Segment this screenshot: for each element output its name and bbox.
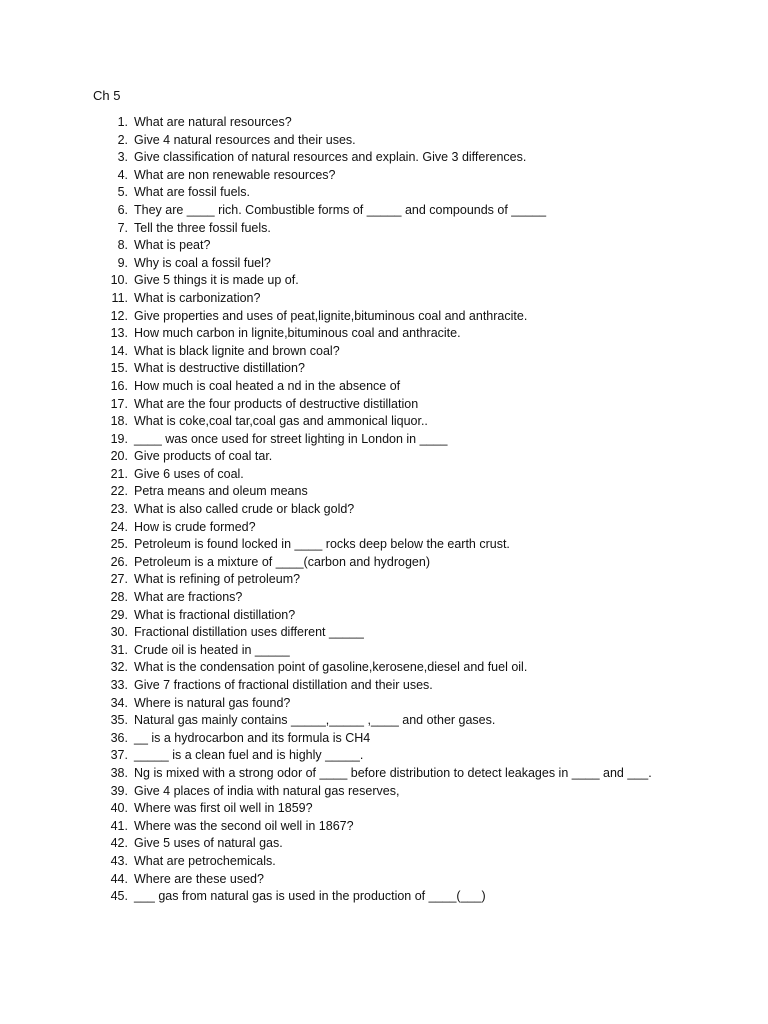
question-item: [0, 184, 768, 202]
question-number: 24.: [110, 519, 128, 534]
question-item: [0, 255, 768, 273]
question-number: 41.: [110, 818, 128, 833]
question-number: 33.: [110, 678, 128, 692]
question-number: 39.: [110, 783, 128, 798]
question-number: 20.: [110, 449, 128, 464]
question-text: Where is natural gas found?: [134, 695, 291, 710]
question-text: Tell the three fossil fuels.: [134, 220, 271, 235]
page-heading: Ch 5: [93, 88, 121, 103]
question-item: [0, 483, 768, 501]
question-text: Petroleum is found locked in ____ rocks deep below the earth crust.: [134, 537, 510, 552]
question-number: 26.: [110, 554, 128, 569]
question-number: 36.: [110, 730, 128, 745]
question-text: Give 6 uses of coal.: [134, 466, 244, 481]
question-number: 16.: [110, 378, 128, 393]
question-list: [0, 114, 768, 906]
question-number: 15.: [110, 361, 128, 376]
question-number: 17.: [110, 396, 128, 411]
question-text: Give products of coal tar.: [134, 449, 273, 464]
question-item: [0, 202, 768, 220]
question-item: [0, 237, 768, 255]
question-number: 45.: [110, 889, 128, 904]
question-item: [0, 624, 768, 642]
question-text: Why is coal a fossil fuel?: [134, 255, 271, 270]
question-item: [0, 659, 768, 677]
question-number: 7.: [117, 220, 128, 235]
question-text: Petra means and oleum means: [134, 484, 308, 499]
question-item: [0, 695, 768, 713]
question-number: 30.: [110, 625, 128, 640]
question-text: Give 5 things it is made up of.: [134, 273, 299, 288]
question-text: What is carbonization?: [134, 290, 261, 305]
question-item: [0, 114, 768, 132]
question-text: What is the condensation point of gasoline,kerosene,diesel and fuel oil.: [134, 660, 528, 675]
question-item: [0, 343, 768, 361]
question-item: [0, 167, 768, 185]
question-number: 21.: [110, 466, 128, 481]
question-item: [0, 501, 768, 519]
question-item: [0, 272, 768, 290]
question-text: Give 4 natural resources and their uses.: [134, 132, 356, 147]
question-text: What is refining of petroleum?: [134, 572, 301, 587]
question-item: [0, 800, 768, 818]
question-item: [0, 519, 768, 537]
question-text: They are ____ rich. Combustible forms of _____ and compounds of _____: [134, 202, 547, 217]
question-text: What is coke,coal tar,coal gas and ammonical liquor..: [134, 414, 428, 429]
question-text: What is black lignite and brown coal?: [134, 343, 340, 358]
question-number: 1.: [117, 115, 128, 129]
question-number: 10.: [110, 273, 128, 288]
question-item: [0, 431, 768, 449]
question-text: Give classification of natural resources and explain. Give 3 differences.: [134, 150, 527, 165]
question-item: [0, 871, 768, 889]
question-text: ____ was once used for street lighting in London in ____: [134, 431, 448, 446]
question-number: 13.: [110, 326, 128, 341]
question-item: [0, 730, 768, 748]
question-number: 23.: [110, 502, 128, 517]
question-text: __ is a hydrocarbon and its formula is CH4: [134, 730, 371, 745]
question-text: What are fossil fuels.: [134, 185, 251, 200]
question-number: 35.: [110, 713, 128, 728]
question-text: Where was first oil well in 1859?: [134, 801, 313, 816]
question-item: [0, 413, 768, 431]
question-number: 2.: [117, 132, 128, 147]
question-text: What are non renewable resources?: [134, 167, 336, 182]
question-number: 40.: [110, 801, 128, 816]
question-text: How much is coal heated a nd in the absence of: [134, 378, 401, 393]
question-text: Ng is mixed with a strong odor of ____ before distribution to detect leakages in ____ and ___.: [134, 765, 652, 780]
question-item: [0, 783, 768, 801]
question-number: 6.: [117, 202, 128, 217]
question-number: 28.: [110, 590, 128, 605]
question-item: [0, 888, 768, 906]
question-item: [0, 290, 768, 308]
question-text: Natural gas mainly contains _____,_____ ,____ and other gases.: [134, 713, 496, 728]
question-text: What is destructive distillation?: [134, 361, 305, 376]
question-text: ___ gas from natural gas is used in the production of ____(___): [134, 889, 486, 904]
question-number: 25.: [110, 537, 128, 552]
question-number: 31.: [110, 642, 128, 657]
question-number: 9.: [117, 255, 128, 270]
question-number: 43.: [110, 853, 128, 868]
question-item: [0, 712, 768, 730]
question-item: [0, 747, 768, 765]
question-number: 29.: [110, 607, 128, 622]
question-text: Where was the second oil well in 1867?: [134, 818, 354, 833]
question-number: 22.: [110, 484, 128, 499]
question-text: What are the four products of destructive distillation: [134, 396, 419, 411]
question-text: Crude oil is heated in _____: [134, 642, 290, 657]
question-item: [0, 571, 768, 589]
question-number: 14.: [110, 343, 128, 358]
question-number: 37.: [110, 748, 128, 763]
question-text: _____ is a clean fuel and is highly _____.: [134, 748, 364, 763]
question-text: How much carbon in lignite,bituminous coal and anthracite.: [134, 326, 461, 341]
question-number: 18.: [110, 414, 128, 429]
question-number: 4.: [117, 167, 128, 182]
question-item: [0, 607, 768, 625]
question-item: [0, 818, 768, 836]
question-number: 38.: [110, 765, 128, 780]
question-item: [0, 132, 768, 150]
question-text: What are fractions?: [134, 590, 243, 605]
question-item: [0, 308, 768, 326]
question-item: [0, 536, 768, 554]
question-number: 8.: [117, 238, 128, 253]
question-text: What are natural resources?: [134, 115, 292, 129]
question-text: Give 5 uses of natural gas.: [134, 836, 283, 851]
question-item: [0, 325, 768, 343]
question-item: [0, 677, 768, 695]
question-number: 11.: [111, 290, 128, 305]
question-text: Give properties and uses of peat,lignite,bituminous coal and anthracite.: [134, 308, 528, 323]
question-item: [0, 149, 768, 167]
question-item: [0, 466, 768, 484]
question-text: What is peat?: [134, 238, 211, 253]
question-number: 42.: [110, 836, 128, 851]
question-text: What are petrochemicals.: [134, 853, 276, 868]
question-text: Give 7 fractions of fractional distillation and their uses.: [134, 678, 433, 692]
question-item: [0, 448, 768, 466]
question-number: 12.: [110, 308, 128, 323]
question-item: [0, 396, 768, 414]
question-item: [0, 589, 768, 607]
question-text: What is also called crude or black gold?: [134, 502, 355, 517]
question-text: Give 4 places of india with natural gas reserves,: [134, 783, 400, 798]
question-number: 19.: [110, 431, 128, 446]
question-item: [0, 835, 768, 853]
question-item: [0, 220, 768, 238]
question-text: Where are these used?: [134, 871, 264, 886]
question-item: [0, 360, 768, 378]
question-item: [0, 642, 768, 660]
question-text: Petroleum is a mixture of ____(carbon and hydrogen): [134, 554, 430, 569]
question-number: 34.: [110, 695, 128, 710]
question-number: 27.: [110, 572, 128, 587]
question-text: What is fractional distillation?: [134, 607, 296, 622]
question-number: 5.: [117, 185, 128, 200]
question-text: Fractional distillation uses different _____: [134, 625, 364, 640]
question-item: [0, 765, 768, 783]
question-text: How is crude formed?: [134, 519, 256, 534]
question-item: [0, 378, 768, 396]
question-item: [0, 554, 768, 572]
question-item: [0, 853, 768, 871]
question-number: 32.: [110, 660, 128, 675]
question-number: 44.: [110, 871, 128, 886]
question-number: 3.: [117, 150, 128, 165]
